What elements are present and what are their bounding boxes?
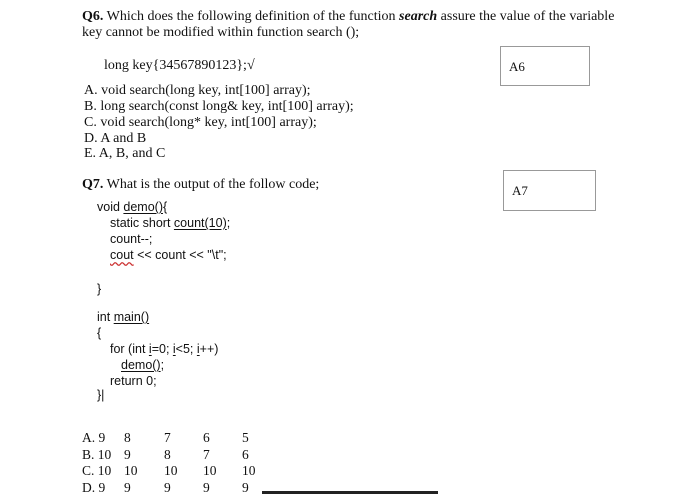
- option-value: 9: [124, 479, 131, 495]
- option-value: 10: [124, 463, 138, 478]
- q6-code-line: [104, 57, 255, 74]
- option-value: 7: [164, 430, 171, 445]
- code-main-signature: [97, 309, 149, 325]
- q6-option-c: C. void search(long* key, int[100] array);: [84, 115, 317, 130]
- code-for-pre: for (int: [110, 342, 149, 356]
- code-close-brace-2: }|: [97, 388, 105, 402]
- code-for-i: i: [148, 342, 152, 356]
- option-value: 6: [242, 446, 249, 462]
- option-value: 5: [242, 430, 249, 445]
- option-label: B. 10: [82, 446, 112, 462]
- option-value: 10: [242, 463, 256, 478]
- a6-answer-box[interactable]: [500, 46, 590, 86]
- q6-question-line1: [82, 8, 614, 25]
- q6-function-name: search: [399, 9, 438, 24]
- code-cout: cout: [110, 248, 134, 262]
- a7-label: A7: [512, 183, 528, 198]
- code-for-line: [110, 341, 218, 357]
- check-mark-icon: √: [246, 58, 255, 73]
- code-brace: {: [163, 200, 168, 214]
- a7-answer-box[interactable]: [503, 170, 596, 211]
- a6-label: A6: [509, 59, 525, 74]
- code-main-name: main(): [113, 310, 150, 324]
- code-function-name: demo(): [123, 200, 163, 214]
- code-for-i: i: [196, 342, 200, 356]
- code-close-brace-1: }: [97, 282, 102, 296]
- q6-option-b: B. long search(const long& key, int[100] array);: [84, 99, 354, 114]
- option-label: D. 9: [82, 479, 106, 495]
- code-decrement-line: count--;: [110, 232, 153, 246]
- code-for-mid: <5;: [175, 342, 197, 356]
- code-demo-call-line: [121, 357, 164, 373]
- q6-option-d: D. A and B: [84, 131, 147, 146]
- q6-text-post: assure the value of the variable: [437, 9, 615, 24]
- q6-option-e: E. A, B, and C: [84, 146, 166, 161]
- code-static-line: [110, 215, 230, 231]
- code-cout-expr: << count << "\t";: [133, 248, 227, 262]
- q7-question-line: [82, 176, 319, 193]
- q6-question-line2: key cannot be modified within function search ();: [82, 25, 360, 40]
- q6-code-text: long key{34567890123};: [104, 58, 247, 73]
- option-label: C. 10: [82, 463, 112, 478]
- q6-number: Q6.: [82, 9, 104, 24]
- q7-number: Q7.: [82, 177, 104, 192]
- code-static-kw: static short: [110, 216, 174, 230]
- q7-text: What is the output of the follow code;: [106, 177, 320, 192]
- code-cout-line: [110, 247, 227, 263]
- option-label: A. 9: [82, 430, 106, 445]
- code-return-line: return 0;: [110, 374, 157, 388]
- bottom-divider: [262, 491, 438, 494]
- option-value: 6: [203, 430, 210, 445]
- code-count-init: count(10): [173, 216, 227, 230]
- code-semicolon: ;: [160, 358, 165, 372]
- option-value: 9: [124, 446, 131, 462]
- code-main-open-brace: {: [97, 326, 102, 340]
- code-for-i: i: [172, 342, 176, 356]
- option-value: 9: [164, 479, 171, 495]
- code-demo-signature: [97, 199, 167, 215]
- option-value: 7: [203, 446, 210, 462]
- code-for-mid: =0;: [151, 342, 173, 356]
- option-value: 8: [124, 430, 131, 445]
- q6-text-pre: Which does the following definition of the function: [106, 9, 400, 24]
- code-int-kw: int: [97, 310, 114, 324]
- option-value: 10: [164, 463, 178, 478]
- option-value: 9: [203, 479, 210, 495]
- option-value: 10: [203, 463, 217, 478]
- code-for-post: ++): [199, 342, 219, 356]
- code-semicolon: ;: [226, 216, 231, 230]
- option-value: 8: [164, 446, 171, 462]
- option-value: 9: [242, 479, 249, 495]
- q6-option-a: A. void search(long key, int[100] array);: [84, 83, 311, 98]
- code-demo-call: demo(): [121, 358, 161, 372]
- code-keyword: void: [97, 200, 124, 214]
